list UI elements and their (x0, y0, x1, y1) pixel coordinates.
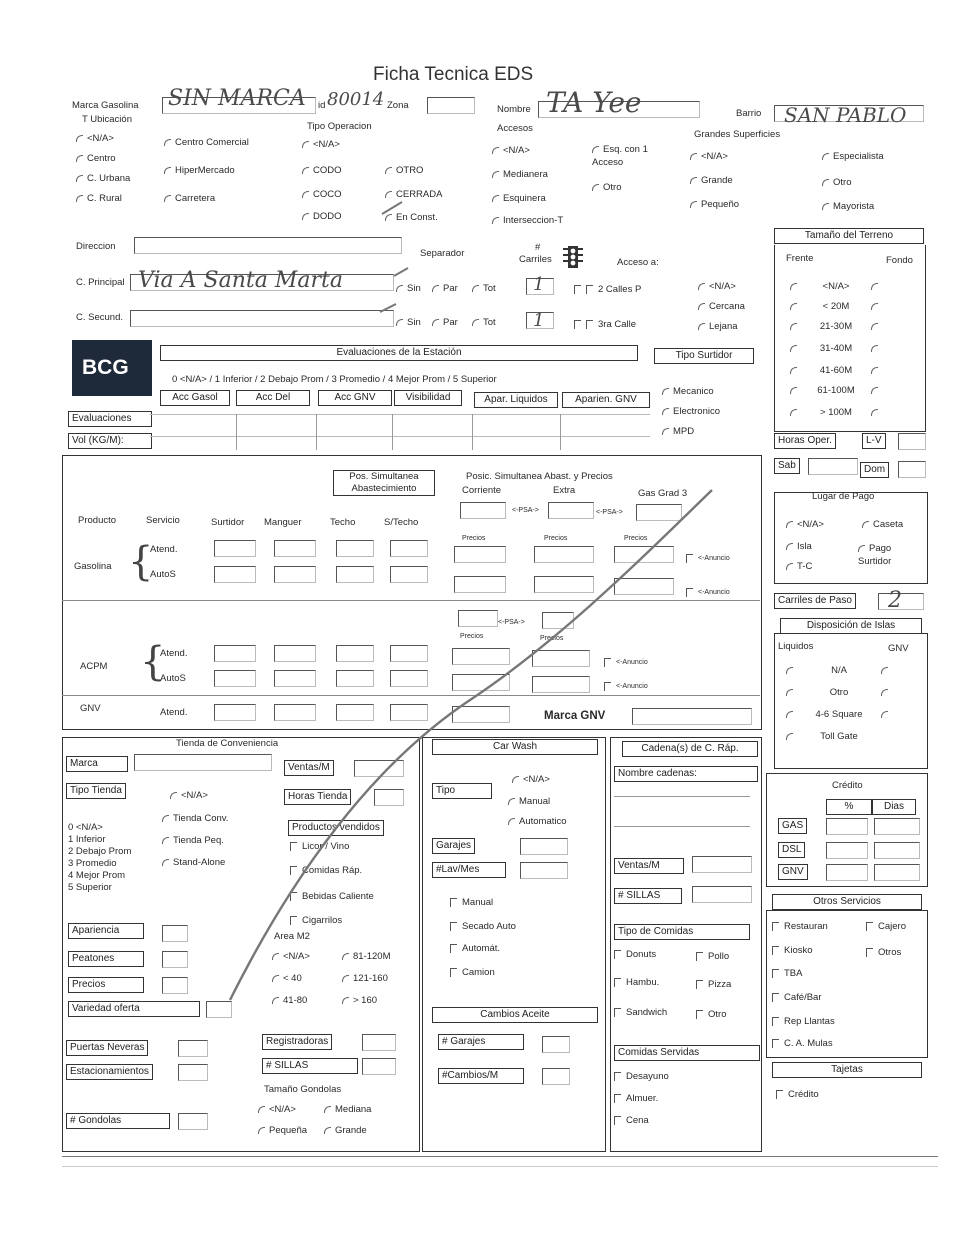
calles1-option[interactable]: 2 Calles P (574, 283, 641, 296)
acpm-label: ACPM (80, 661, 108, 672)
tienda-opt-na[interactable]: <N/A> (170, 789, 208, 802)
carwash-opt-na[interactable]: <N/A> (512, 773, 550, 786)
cadenas-title: Cadena(s) de C. Ráp. (622, 741, 758, 757)
form-title: Ficha Tecnica EDS (373, 64, 534, 85)
id-label: id (318, 100, 326, 111)
prod-comidas[interactable]: Comidas Ráp. (290, 864, 362, 877)
acpm-autos: AutoS (160, 673, 186, 684)
carriles-hash: # (535, 242, 541, 253)
tienda-opt-stand[interactable]: Stand-Alone (162, 856, 225, 869)
carriles-principal-value: 1 (533, 274, 545, 295)
accesos-opt-esq-con[interactable]: Esq. con 1 Acceso (592, 144, 648, 168)
col-stecho: S/Techo (384, 517, 419, 528)
credito-dsl: DSL (778, 842, 805, 858)
scale-item: 0 <N/A> (68, 822, 103, 833)
gondolas-opt-na[interactable]: <N/A> (258, 1103, 296, 1116)
surtidor-title: Tipo Surtidor (654, 348, 754, 364)
nombre-cadenas-label: Nombre cadenas: (614, 766, 758, 782)
precios-label: Precios (460, 633, 484, 640)
carwash-tipo-label: Tipo (432, 783, 492, 799)
registradoras-label: Registradoras (262, 1034, 332, 1050)
eval-acc-del: Acc Del (236, 390, 310, 406)
servida-almuerzo[interactable]: Almuer. (614, 1092, 658, 1105)
islas-liquidos-label: Liquidos (778, 641, 814, 652)
servida-desayuno[interactable]: Desayuno (614, 1070, 669, 1083)
tipo-comidas-label: Tipo de Comidas (614, 924, 750, 940)
operacion-opt-codo[interactable]: CODO (302, 164, 342, 177)
dom-label: Dom (860, 462, 889, 478)
sab-label: Sab (774, 458, 800, 474)
operacion-opt-otro[interactable]: OTRO (385, 164, 423, 177)
col-manguer: Manguer (264, 517, 302, 528)
area-opt-41[interactable]: 41-80 (272, 994, 307, 1007)
tamano-gondolas-label: Tamaño Gondolas (264, 1084, 342, 1095)
gondolas-opt-pequena[interactable]: Pequeña (258, 1124, 307, 1137)
anuncio-label[interactable]: <-Anuncio (604, 656, 648, 669)
barrio-label: Barrio (736, 108, 762, 119)
acceso-opt-cercana[interactable]: Cercana (698, 300, 745, 313)
eval-visibilidad: Visibilidad (394, 390, 462, 406)
pago-opt-isla[interactable]: Isla (786, 540, 812, 553)
acceso-a-label: Acceso a: (617, 257, 659, 268)
scale-item: 5 Superior (68, 882, 112, 893)
psa-marker: <-PSA-> (596, 509, 623, 516)
sep2-par[interactable]: Par (432, 316, 458, 329)
superficies-label: Grandes Superficies (694, 129, 781, 140)
sep1-tot[interactable]: Tot (472, 282, 496, 295)
acpm-atend: Atend. (160, 648, 188, 659)
superficies-opt-mayorista[interactable]: Mayorista (822, 200, 874, 213)
marca-gasolina-value: SIN MARCA (168, 86, 306, 111)
serv-otros[interactable]: Otros (866, 946, 901, 959)
cadenas-sillas-label: # SILLAS (614, 888, 682, 904)
sep1-par[interactable]: Par (432, 282, 458, 295)
area-opt-na[interactable]: <N/A> (272, 950, 310, 963)
sep2-sin[interactable]: Sin (396, 316, 421, 329)
serv-restaurante[interactable]: Restauran (772, 920, 828, 933)
accesos-opt-interseccion[interactable]: Interseccion-T (492, 214, 563, 227)
area-opt-160[interactable]: > 160 (342, 994, 377, 1007)
islas-opt-otro[interactable]: Otro (786, 686, 892, 699)
terreno-opt-1[interactable]: < 20M (790, 300, 882, 313)
superficies-opt-pequeno[interactable]: Pequeño (690, 198, 739, 211)
comida-hambu[interactable]: Hambu. (614, 976, 659, 989)
carriles-secund-value: 1 (533, 310, 545, 331)
serv-cafe[interactable]: Café/Bar (772, 991, 822, 1004)
precios-label: Precios (462, 535, 486, 542)
col-producto: Producto (78, 515, 117, 526)
precios-tienda-label: Precios (68, 977, 144, 993)
serv-tba[interactable]: TBA (772, 967, 802, 980)
apariencia-label: Apariencia (68, 923, 144, 939)
psa-marker: <-PSA-> (498, 619, 525, 626)
pago-opt-caseta[interactable]: Caseta (862, 518, 903, 531)
terreno-opt-0[interactable]: <N/A> (790, 280, 882, 293)
tienda-title: Tienda de Conveniencia (176, 738, 279, 749)
ventas-label: Ventas/M (284, 760, 334, 776)
prod-bebidas[interactable]: Bebidas Caliente (290, 890, 374, 903)
separador-label: Separador (420, 248, 465, 259)
posic-header: Posic. Simultanea Abast. y Precios (466, 471, 613, 482)
pago-opt-na[interactable]: <N/A> (786, 518, 824, 531)
eval-aparien-gnv: Aparien. GNV (562, 392, 650, 408)
tipo-tienda-label: Tipo Tienda (66, 783, 126, 799)
terreno-opt-4[interactable]: 41-60M (790, 364, 882, 377)
tarjetas-title: Tajetas (772, 1062, 922, 1078)
islas-opt-square[interactable]: 4-6 Square (786, 708, 892, 721)
precios-label: Precios (624, 535, 648, 542)
gondolas-opt-grande[interactable]: Grande (324, 1124, 367, 1137)
puertas-label: Puertas Neveras (66, 1040, 148, 1056)
lav-mes-label: #Lav/Mes (432, 862, 506, 878)
col-surtidor: Surtidor (211, 517, 245, 528)
gondolas-label: # Gondolas (66, 1113, 170, 1129)
sep1-sin[interactable]: Sin (396, 282, 421, 295)
estacionamientos-label: Estacionamientos (66, 1064, 153, 1080)
horas-tienda-label: Horas Tienda (284, 789, 351, 805)
anuncio-label[interactable]: <-Anuncio (686, 552, 730, 565)
variedad-label: Variedad oferta (68, 1001, 200, 1017)
islas-opt-na[interactable]: N/A (786, 664, 892, 677)
area-label: Area M2 (274, 931, 310, 942)
tarjeta-credito[interactable]: Crédito (776, 1088, 819, 1101)
superficies-opt-na[interactable]: <N/A> (690, 150, 728, 163)
tienda-opt-peq[interactable]: Tienda Peq. (162, 834, 224, 847)
ubicacion-opt-hiper[interactable]: HiperMercado (164, 164, 235, 177)
operacion-opt-na[interactable]: <N/A> (302, 138, 340, 151)
cw-automat[interactable]: Automát. (450, 942, 500, 955)
gondolas-opt-mediana[interactable]: Mediana (324, 1103, 371, 1116)
acceso-opt-na[interactable]: <N/A> (698, 280, 736, 293)
carriles-label: Carriles (519, 254, 552, 265)
carwash-title: Car Wash (432, 739, 598, 755)
nombre-value: TA Yee (546, 86, 642, 119)
gasolina-atend: Atend. (150, 544, 178, 555)
credito-pct: % (826, 799, 872, 815)
servicios-title: Otros Servicios (772, 894, 922, 910)
surtidor-opt-electronico[interactable]: Electronico (662, 405, 720, 418)
acceso-opt-lejana[interactable]: Lejana (698, 320, 738, 333)
operacion-label: Tipo Operacion (307, 121, 372, 132)
cambios-title: Cambios Aceite (432, 1007, 598, 1023)
id-value: 80014 (327, 89, 385, 110)
gas-grad3-label: Gas Grad 3 (638, 488, 688, 499)
marca-gnv-label: Marca GNV (544, 710, 606, 722)
operacion-opt-dodo[interactable]: DODO (302, 210, 342, 223)
gasolina-brace: { (128, 539, 154, 585)
pago-opt-surtidor[interactable]: Pago Surtidor (858, 543, 892, 567)
prod-licor[interactable]: Licor / Vino (290, 840, 349, 853)
terreno-opt-2[interactable]: 21-30M (790, 320, 882, 333)
psa-marker: <-PSA-> (512, 507, 539, 514)
accesos-opt-otro[interactable]: Otro (592, 181, 621, 194)
evaluaciones-row-label: Evaluaciones (68, 411, 152, 427)
sep2-tot[interactable]: Tot (472, 316, 496, 329)
cambios-garajes-label: # Garajes (438, 1034, 524, 1050)
direccion-label: Direccion (76, 241, 116, 252)
precios-label: Precios (544, 535, 568, 542)
surtidor-opt-mecanico[interactable]: Mecanico (662, 385, 714, 398)
terreno-opt-3[interactable]: 31-40M (790, 342, 882, 355)
horas-oper-label: Horas Oper. (774, 433, 836, 449)
comida-pollo[interactable]: Pollo (696, 950, 729, 963)
productos-vendidos-label: Productos vendidos (288, 820, 384, 836)
comidas-servidas-label: Comidas Servidas (614, 1045, 760, 1061)
islas-title: Disposición de Islas (780, 618, 922, 634)
gasolina-label: Gasolina (74, 561, 112, 572)
credito-title: Crédito (832, 780, 863, 791)
precios-label: Precios (540, 635, 564, 642)
calles2-option[interactable]: 3ra Calle (574, 318, 636, 331)
cambios-m-label: #Cambios/M (438, 1068, 524, 1084)
lv-label: L-V (862, 433, 886, 449)
zona-label: Zona (387, 100, 409, 111)
bcg-logo-text: BCG (82, 356, 129, 379)
carwash-opt-manual[interactable]: Manual (508, 795, 550, 808)
sillas-tienda-label: # SILLAS (262, 1058, 358, 1074)
pago-title: Lugar de Pago (812, 491, 875, 502)
peatones-label: Peatones (68, 951, 144, 967)
ubicacion-label: T Ubicación (82, 114, 132, 125)
evaluaciones-title: Evaluaciones de la Estación (160, 345, 638, 361)
scale-item: 2 Debajo Prom (68, 846, 132, 857)
tienda-marca-label: Marca (66, 756, 128, 772)
comida-donuts[interactable]: Donuts (614, 948, 656, 961)
acpm-brace: { (140, 639, 166, 685)
pos-simultanea-box: Pos. Simultanea Abastecimiento (333, 470, 435, 496)
tienda-opt-conv[interactable]: Tienda Conv. (162, 812, 228, 825)
barrio-value: SAN PABLO (784, 103, 907, 127)
eval-acc-gnv: Acc GNV (318, 390, 392, 406)
comida-otro[interactable]: Otro (696, 1008, 726, 1021)
ubicacion-opt-urbana[interactable]: C. Urbana (76, 172, 130, 185)
area-opt-121[interactable]: 121-160 (342, 972, 388, 985)
servida-cena[interactable]: Cena (614, 1114, 649, 1127)
serv-llantas[interactable]: Rep Llantas (772, 1015, 835, 1028)
garajes-label: Garajes (432, 838, 475, 854)
scale-item: 4 Mejor Prom (68, 870, 126, 881)
cw-manual[interactable]: Manual (450, 896, 493, 909)
credito-gas: GAS (778, 818, 807, 834)
ubicacion-opt-rural[interactable]: C. Rural (76, 192, 122, 205)
col-techo: Techo (330, 517, 356, 528)
serv-mulas[interactable]: C. A. Mulas (772, 1037, 833, 1050)
serv-cajero[interactable]: Cajero (866, 920, 906, 933)
credito-gnv: GNV (778, 864, 808, 880)
ubicacion-opt-carretera[interactable]: Carretera (164, 192, 215, 205)
prod-cigarrillos[interactable]: Cigarrilos (290, 914, 342, 927)
terreno-opt-5[interactable]: 61-100M (790, 384, 882, 397)
principal-label: C. Principal (76, 277, 125, 288)
comida-sandwich[interactable]: Sandwich (614, 1006, 667, 1019)
islas-opt-tollgate[interactable]: Toll Gate (786, 730, 881, 743)
nombre-label: Nombre (497, 104, 531, 115)
extra-label: Extra (553, 485, 576, 496)
ubicacion-opt-ccomercial[interactable]: Centro Comercial (164, 136, 249, 149)
area-opt-81[interactable]: 81-120M (342, 950, 391, 963)
anuncio-label[interactable]: <-Anuncio (604, 680, 648, 693)
gnv-label: GNV (80, 703, 101, 714)
operacion-opt-coco[interactable]: COCO (302, 188, 342, 201)
gasolina-autos: AutoS (150, 569, 176, 580)
terreno-opt-6[interactable]: > 100M (790, 406, 882, 419)
principal-value: Via A Santa Marta (138, 268, 343, 293)
superficies-opt-especialista[interactable]: Especialista (822, 150, 884, 163)
anuncio-label[interactable]: <-Anuncio (686, 586, 730, 599)
scale-item: 1 Inferior (68, 834, 106, 845)
carriles-paso-value: 2 (888, 588, 902, 613)
accesos-opt-medianera[interactable]: Medianera (492, 168, 548, 181)
evaluaciones-scale: 0 <N/A> / 1 Inferior / 2 Debajo Prom / 3 Promedio / 4 Mejor Prom / 5 Superior (172, 374, 497, 385)
fondo-label: Fondo (886, 255, 913, 266)
cadenas-ventas-label: Ventas/M (614, 858, 684, 874)
marca-gasolina-label: Marca Gasolina (72, 100, 139, 111)
serv-kiosko[interactable]: Kiosko (772, 944, 813, 957)
eval-apar-liquidos: Apar. Liquidos (474, 392, 558, 408)
scale-item: 3 Promedio (68, 858, 117, 869)
operacion-opt-enconst[interactable]: En Const. (385, 211, 438, 224)
islas-gnv-label: GNV (888, 643, 909, 654)
cw-secado[interactable]: Secado Auto (450, 920, 516, 933)
cw-camion[interactable]: Camion (450, 966, 495, 979)
gnv-atend: Atend. (160, 707, 188, 718)
surtidor-opt-mpd[interactable]: MPD (662, 425, 694, 438)
terreno-title: Tamaño del Terreno (774, 228, 924, 244)
carriles-paso-label: Carriles de Paso (774, 593, 856, 609)
comida-pizza[interactable]: Pizza (696, 978, 731, 991)
superficies-opt-otro[interactable]: Otro (822, 176, 851, 189)
accesos-label: Accesos (497, 123, 533, 134)
corriente-label: Corriente (462, 485, 502, 496)
ubicacion-opt-na[interactable]: <N/A> (76, 132, 114, 145)
col-servicio: Servicio (146, 515, 180, 526)
secund-label: C. Secund. (76, 312, 123, 323)
credito-dias: Dias (872, 799, 916, 815)
superficies-opt-grande[interactable]: Grande (690, 174, 733, 187)
operacion-opt-cerrada[interactable]: CERRADA (385, 188, 442, 201)
carwash-opt-auto[interactable]: Automatico (508, 815, 567, 828)
area-opt-40[interactable]: < 40 (272, 972, 302, 985)
vol-row-label: Vol (KG/M): (68, 433, 152, 449)
pago-opt-tc[interactable]: T-C (786, 560, 812, 573)
accesos-opt-na[interactable]: <N/A> (492, 144, 530, 157)
eval-acc-gasol: Acc Gasol (160, 390, 230, 406)
accesos-opt-esquinera[interactable]: Esquinera (492, 192, 546, 205)
ubicacion-opt-centro[interactable]: Centro (76, 152, 116, 165)
frente-label: Frente (786, 253, 814, 264)
